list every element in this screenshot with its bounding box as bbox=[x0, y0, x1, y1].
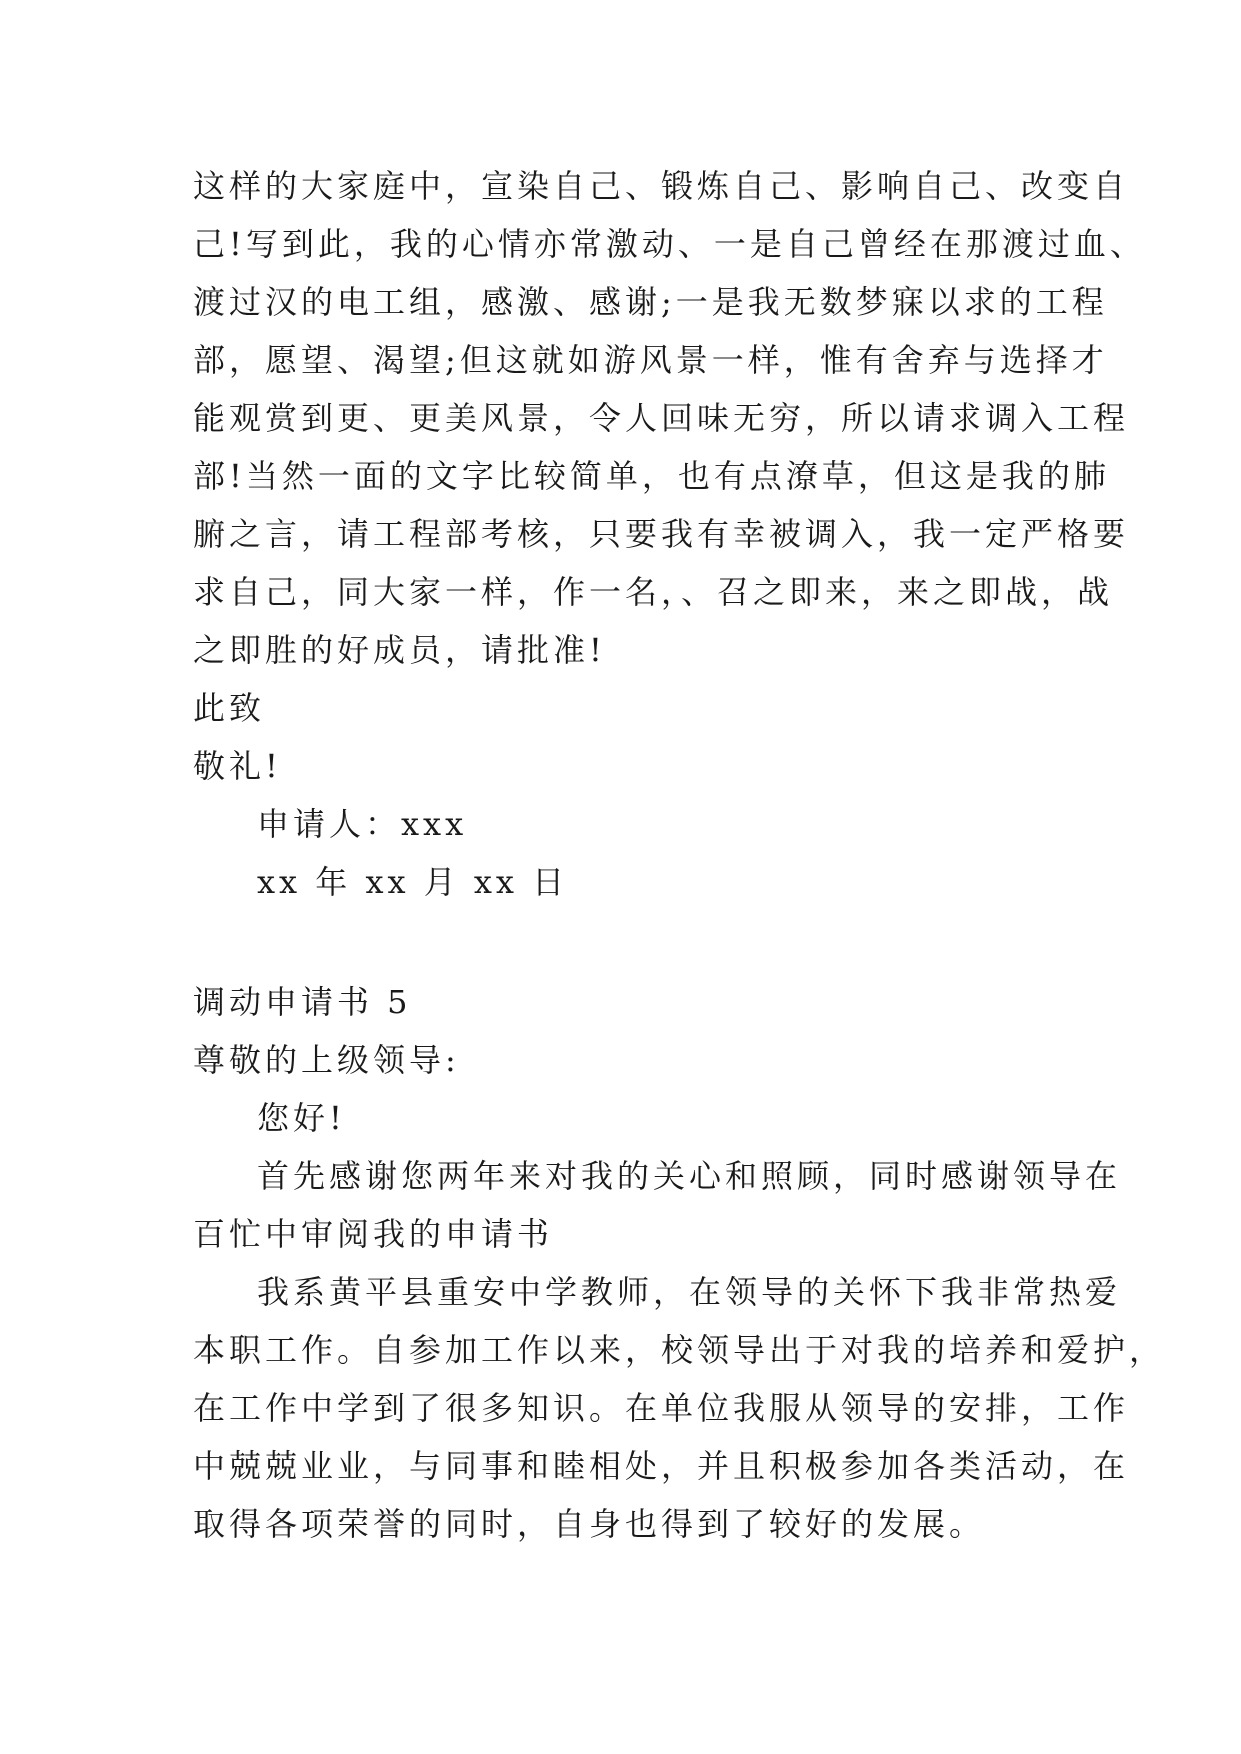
paragraph-line: 己!写到此，我的心情亦常激动、一是自己曾经在那渡过血、 bbox=[193, 225, 1146, 263]
letter-date: xx 年 xx 月 xx 日 bbox=[257, 863, 569, 901]
paragraph-line: 首先感谢您两年来对我的关心和照顾，同时感谢领导在 bbox=[257, 1157, 1122, 1195]
paragraph-line: 百忙中审阅我的申请书 bbox=[193, 1215, 554, 1253]
paragraph-line: 部，愿望、渴望;但这就如游风景一样，惟有舍弃与选择才 bbox=[193, 341, 1108, 379]
paragraph-line: 渡过汉的电工组，感激、感谢;一是我无数梦寐以求的工程 bbox=[193, 283, 1108, 321]
paragraph-line: 在工作中学到了很多知识。在单位我服从领导的安排，工作 bbox=[193, 1389, 1130, 1427]
applicant-signature: 申请人：xxx bbox=[257, 805, 468, 843]
letter-next bbox=[193, 973, 1166, 1553]
paragraph-line: 本职工作。自参加工作以来，校领导出于对我的培养和爱护， bbox=[193, 1331, 1166, 1369]
paragraph-line: 腑之言，请工程部考核，只要我有幸被调入，我一定严格要 bbox=[193, 515, 1130, 553]
paragraph-line: 部!当然一面的文字比较简单，也有点潦草，但这是我的肺 bbox=[193, 457, 1110, 495]
letter-prev bbox=[193, 157, 1146, 911]
paragraph-line: 我系黄平县重安中学教师，在领导的关怀下我非常热爱 bbox=[257, 1273, 1122, 1311]
paragraph-line: 取得各项荣誉的同时，自身也得到了较好的发展。 bbox=[193, 1505, 986, 1543]
letter-title: 调动申请书 5 bbox=[193, 983, 412, 1021]
paragraph-line: 中兢兢业业，与同事和睦相处，并且积极参加各类活动，在 bbox=[193, 1447, 1130, 1485]
paragraph-line: 这样的大家庭中，宣染自己、锻炼自己、影响自己、改变自 bbox=[193, 167, 1130, 205]
addressee: 尊敬的上级领导: bbox=[193, 1041, 460, 1079]
closing-text: 此致 bbox=[193, 689, 266, 727]
paragraph-line: 求自己，同大家一样，作一名，、召之即来，来之即战，战 bbox=[193, 573, 1114, 611]
greeting: 您好! bbox=[257, 1099, 346, 1137]
salute-text: 敬礼! bbox=[193, 747, 282, 785]
paragraph-line: 能观赏到更、更美风景，令人回味无穷，所以请求调入工程 bbox=[193, 399, 1130, 437]
paragraph-line: 之即胜的好成员，请批准! bbox=[193, 631, 606, 669]
